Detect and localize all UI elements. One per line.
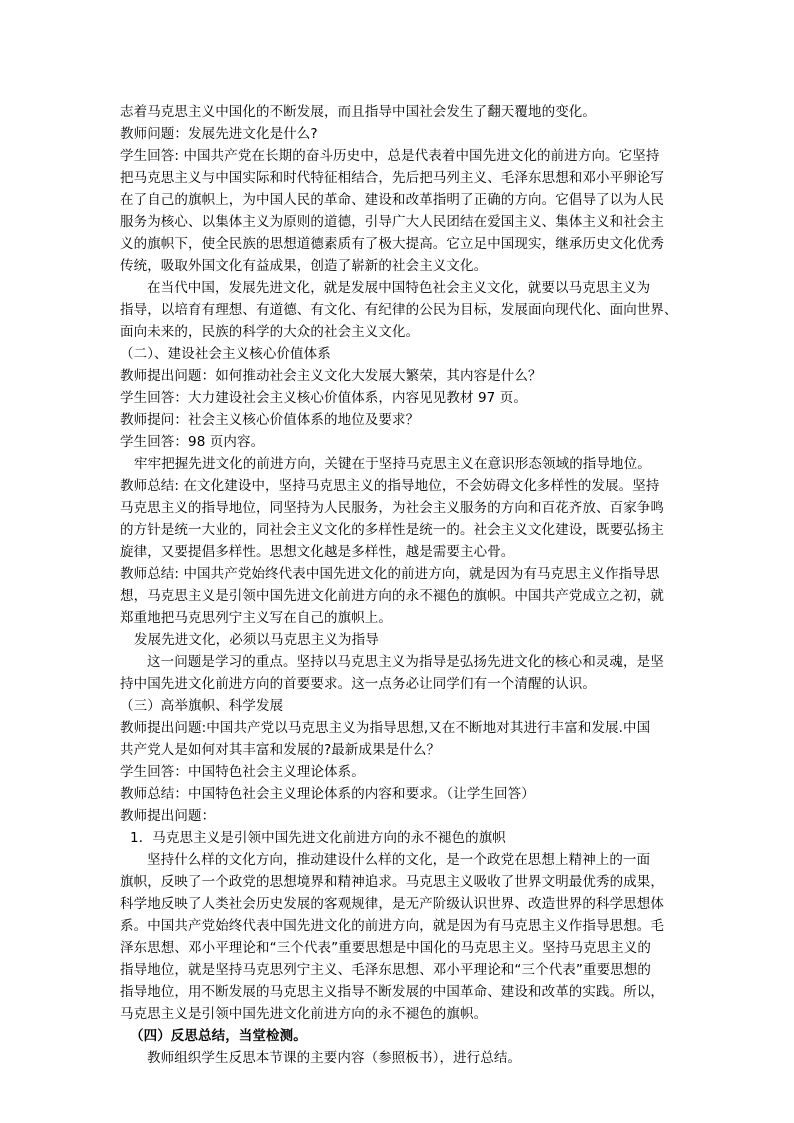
text-line: 教师提出问题： bbox=[120, 808, 216, 824]
text-line: 义的旗帜下，使全民族的思想道德素质有了极大提高。它立足中国现实，继承历史文化优秀 bbox=[120, 236, 664, 252]
text-line: 学生回答：大力建设社会主义核心价值体系，内容见见教材 97 页。 bbox=[120, 390, 527, 406]
text-line: 教师问题：发展先进文化是什么? bbox=[120, 126, 318, 142]
text-line: 学生回答：98 页内容。 bbox=[120, 434, 265, 450]
text-line: 旋律，又要提倡多样性。思想文化越是多样性，越是需要主心骨。 bbox=[120, 544, 515, 560]
text-line: 把马克思主义与中国实际和时代特征相结合，先后把马列主义、毛泽东思想和邓小平卵论写 bbox=[120, 170, 664, 186]
text-line: 的方针是统一大业的，同社会主义文化的多样性是统一的。社会主义文化建设，既要弘扬主 bbox=[120, 522, 664, 538]
text-line: 志着马克思主义中国化的不断发展，而且指导中国社会发生了翻天覆地的变化。 bbox=[120, 104, 596, 120]
text-line: 教师提出问题：如何推动社会主义文化大发展大繁荣，其内容是什么？ bbox=[120, 368, 542, 384]
text-line: 共产党人是如何对其丰富和发展的?最新成果是什么？ bbox=[120, 742, 441, 758]
text-line: 教师总结: 在文化建设中，坚持马克思主义的指导地位，不会妨碍文化多样性的发展。坚持 bbox=[120, 478, 660, 494]
section-heading: （二）、建设社会主义核心价值体系 bbox=[120, 346, 331, 362]
text-line: 旗帜，反映了一个政党的思想境界和精神追求。马克思主义吸收了世界文明最优秀的成果， bbox=[120, 874, 664, 890]
text-line: 想，马克思主义是引领中国先进文化前进方向的永不褪色的旗帜。中国共产党成立之初，就 bbox=[120, 588, 664, 604]
text-line: 泽东思想、邓小平理论和“三个代表”重要思想是中国化的马克思主义。坚持马克思主义的 bbox=[120, 940, 651, 956]
section-heading: （三）高举旗帜、科学发展 bbox=[120, 698, 284, 714]
text-line: 发展先进文化，必须以马克思主义为指导 bbox=[134, 632, 379, 648]
text-line: 系。中国共产党始终代表中国先进文化的前进方向，就是因为有马克思主义作指导思想。毛 bbox=[120, 918, 664, 934]
text-line: 指导地位，用不断发展的马克思主义指导不断发展的中国革命、建设和改革的实践。所以， bbox=[120, 984, 664, 1000]
list-item-heading: 1．马克思主义是引领中国先进文化前进方向的永不褪色的旗帜 bbox=[130, 830, 506, 846]
section-heading: （四）反思总结，当堂检测。 bbox=[130, 1028, 307, 1044]
document-page bbox=[120, 101, 676, 1069]
text-line: 教师组织学生反思本节课的主要内容（参照板书），进行总结。 bbox=[147, 1050, 522, 1066]
text-line: 马克思主义的指导地位，同坚持为人民服务，为社会主义服务的方向和百花齐放、百家争鸣 bbox=[120, 500, 664, 516]
text-line: 牢牢把握先进文化的前进方向，关键在于坚持马克思主义在意识形态领域的指导地位。 bbox=[134, 456, 651, 472]
text-line: 郑重地把马克思列宁主义写在自己的旗帜上。 bbox=[120, 610, 392, 626]
text-line: 马克思主义是引领中国先进文化前进方向的永不褪色的旗帜。 bbox=[120, 1006, 488, 1022]
text-line: 这一问题是学习的重点。坚持以马克思主义为指导是弘扬先进文化的核心和灵魂，是坚 bbox=[147, 654, 664, 670]
text-line: 在当代中国，发展先进文化，就是发展中国特色社会主义文化，就要以马克思主义为 bbox=[147, 280, 651, 296]
text-line: 坚持什么样的文化方向，推动建设什么样的文化，是一个政党在思想上精神上的一面 bbox=[147, 852, 651, 868]
text-line: 持中国先进文化前进方向的首要要求。这一点务必让同学们有一个清醒的认识。 bbox=[120, 676, 596, 692]
text-line: 服务为核心、以集体主义为原则的道德，引导广大人民团结在爱国主义、集体主义和社会主 bbox=[120, 214, 664, 230]
text-line: 传统，吸取外国文化有益成果，创造了崭新的社会主义文化。 bbox=[120, 258, 488, 274]
text-line: 面向未来的，民族的科学的大众的社会主义文化。 bbox=[120, 324, 420, 340]
text-line: 教师总结: 中国共产党始终代表中国先进文化的前进方向，就是因为有马克思主义作指导思 bbox=[120, 566, 660, 582]
text-line: 科学地反映了人类社会历史发展的客观规律，是无产阶级认识世界、改造世界的科学思想体 bbox=[120, 896, 664, 912]
text-line: 教师提出问题:中国共产党以马克思主义为指导思想,又在不断地对其进行丰富和发展.中国 bbox=[120, 720, 651, 736]
text-line: 教师总结：中国特色社会主义理论体系的内容和要求。（让学生回答） bbox=[120, 786, 535, 802]
text-line: 学生回答：中国特色社会主义理论体系。 bbox=[120, 764, 365, 780]
text-line: 指导地位，就是坚持马克思列宁主义、毛泽东思想、邓小平理论和“三个代表”重要思想的 bbox=[120, 962, 651, 978]
text-line: 学生回答: 中国共产党在长期的奋斗历史中，总是代表着中国先进文化的前进方向。它坚持 bbox=[120, 148, 660, 164]
text-line: 在了自己的旗帜上，为中国人民的革命、建设和改革指明了正确的方向。它倡导了以为人民 bbox=[120, 192, 664, 208]
text-line: 指导，以培育有理想、有道德、有文化、有纪律的公民为目标，发展面向现代化、面向世界、 bbox=[120, 302, 678, 318]
text-line: 教师提问：社会主义核心价值体系的地位及要求？ bbox=[120, 412, 420, 428]
